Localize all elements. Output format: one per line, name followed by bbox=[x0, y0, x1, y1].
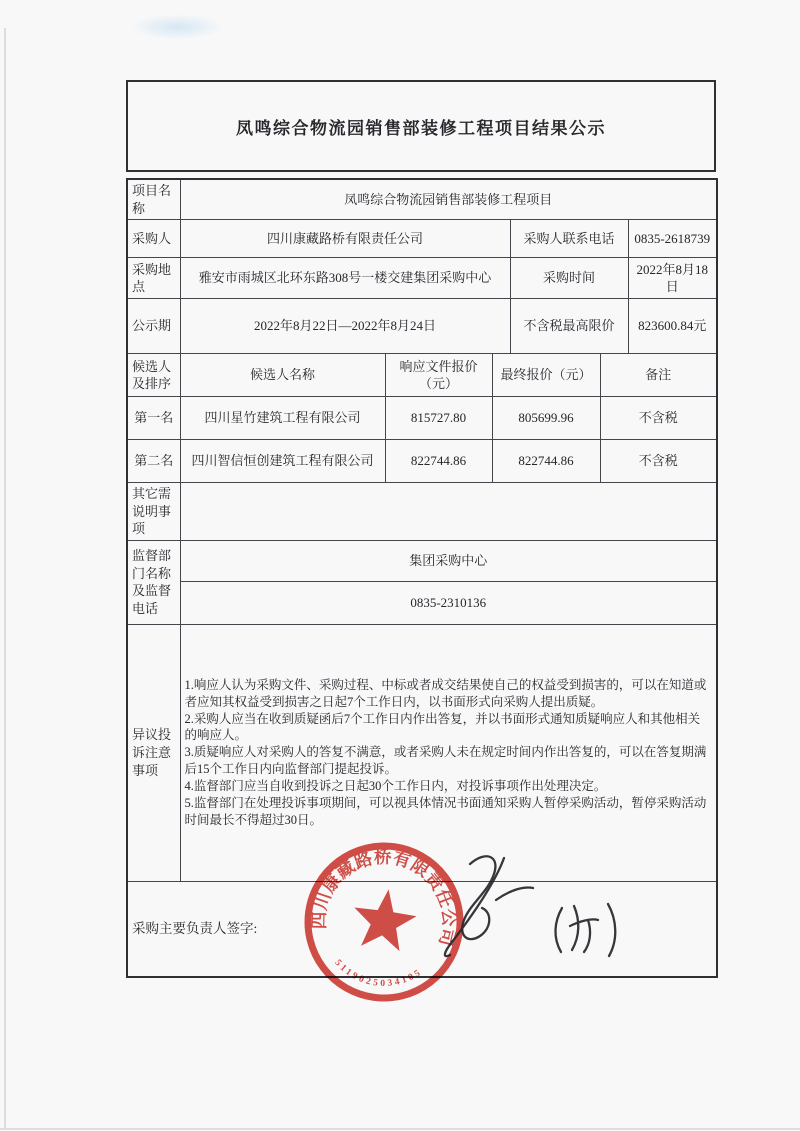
supervision-phone: 0835-2310136 bbox=[180, 581, 717, 624]
row-supervision-dept bbox=[127, 540, 717, 581]
location-label: 采购地点 bbox=[127, 258, 180, 299]
objection-item-4: 4.监督部门应当自收到投诉之日起30个工作日内，对投诉事项作出处理决定。 bbox=[184, 779, 607, 794]
rank-header: 候选人及排序 bbox=[127, 354, 180, 397]
candidate-1-note: 不含税 bbox=[600, 397, 717, 440]
row-objection bbox=[127, 624, 717, 881]
candidate-row-1 bbox=[127, 397, 717, 440]
max-price-value: 823600.84元 bbox=[628, 299, 717, 354]
candidate-2-bid: 822744.86 bbox=[385, 440, 492, 483]
objection-item-3: 3.质疑响应人对采购人的答复不满意，或者采购人未在规定时间内作出答复的，可以在答复期满后15个工作日内向监督部门提起投诉。 bbox=[184, 745, 707, 777]
candidate-2-name: 四川智信恒创建筑工程有限公司 bbox=[180, 440, 385, 483]
scan-edge-left bbox=[4, 28, 6, 1128]
row-candidates-header bbox=[127, 354, 717, 397]
signature-label: 采购主要负责人签字: bbox=[132, 920, 258, 936]
purchaser-phone-value: 0835-2618739 bbox=[628, 220, 717, 258]
candidate-2-rank: 第二名 bbox=[127, 440, 180, 483]
row-project-name bbox=[127, 179, 717, 220]
row-other-notes bbox=[127, 483, 717, 541]
result-table bbox=[126, 178, 718, 978]
publicity-label: 公示期 bbox=[127, 299, 180, 354]
purchase-time-label: 采购时间 bbox=[510, 258, 628, 299]
row-supervision-phone bbox=[127, 581, 717, 624]
final-header: 最终报价（元） bbox=[492, 354, 600, 397]
title-box bbox=[126, 80, 716, 172]
other-notes-label: 其它需说明事项 bbox=[127, 483, 180, 541]
purchaser-label: 采购人 bbox=[127, 220, 180, 258]
purchase-time-value: 2022年8月18日 bbox=[628, 258, 717, 299]
purchaser-phone-label: 采购人联系电话 bbox=[510, 220, 628, 258]
signature-cell bbox=[127, 881, 717, 977]
note-header: 备注 bbox=[600, 354, 717, 397]
name-header: 候选人名称 bbox=[180, 354, 385, 397]
project-name-label: 项目名称 bbox=[127, 179, 180, 220]
candidate-2-final: 822744.86 bbox=[492, 440, 600, 483]
objection-item-2: 2.采购人应当在收到质疑函后7个工作日内作出答复，并以书面形式通知质疑响应人和其他相关的响应人。 bbox=[184, 711, 701, 743]
scan-edge-bottom bbox=[0, 1128, 800, 1130]
stamp-company-text: 四川康藏路桥有限责任公司 bbox=[308, 846, 460, 949]
purchaser-value: 四川康藏路桥有限责任公司 bbox=[180, 220, 510, 258]
candidate-1-bid: 815727.80 bbox=[385, 397, 492, 440]
row-publicity bbox=[127, 299, 717, 354]
candidate-row-2 bbox=[127, 440, 717, 483]
supervision-department: 集团采购中心 bbox=[180, 540, 717, 581]
project-name-value: 凤鸣综合物流园销售部装修工程项目 bbox=[180, 179, 717, 220]
publicity-value: 2022年8月22日—2022年8月24日 bbox=[180, 299, 510, 354]
row-purchaser bbox=[127, 220, 717, 258]
objection-label: 异议投诉注意事项 bbox=[127, 624, 180, 881]
candidate-1-name: 四川星竹建筑工程有限公司 bbox=[180, 397, 385, 440]
other-notes-value bbox=[180, 483, 717, 541]
row-location bbox=[127, 258, 717, 299]
supervision-label: 监督部门名称及监督电话 bbox=[127, 540, 180, 624]
scan-smudge bbox=[130, 14, 225, 40]
page-title: 凤鸣综合物流园销售部装修工程项目结果公示 bbox=[236, 118, 606, 138]
candidate-1-final: 805699.96 bbox=[492, 397, 600, 440]
objection-item-1: 1.响应人认为采购文件、采购过程、中标或者成交结果使自己的权益受到损害的，可以在知道或者应知其权益受到损害之日起7个工作日内，以书面形式向采购人提出质疑。 bbox=[184, 677, 707, 709]
bid-header: 响应文件报价（元） bbox=[385, 354, 492, 397]
row-signature bbox=[127, 881, 717, 977]
max-price-label: 不含税最高限价 bbox=[510, 299, 628, 354]
stamp-number-text: 5119025034105 bbox=[332, 958, 423, 989]
objection-item-5: 5.监督部门在处理投诉事项期间，可以视具体情况书面通知采购人暂停采购活动，暂停采购活动时间最长不得超过30日。 bbox=[184, 795, 707, 827]
candidate-1-rank: 第一名 bbox=[127, 397, 180, 440]
location-value: 雅安市雨城区北环东路308号一楼交建集团采购中心 bbox=[180, 258, 510, 299]
objection-notes bbox=[180, 624, 717, 881]
candidate-2-note: 不含税 bbox=[600, 440, 717, 483]
